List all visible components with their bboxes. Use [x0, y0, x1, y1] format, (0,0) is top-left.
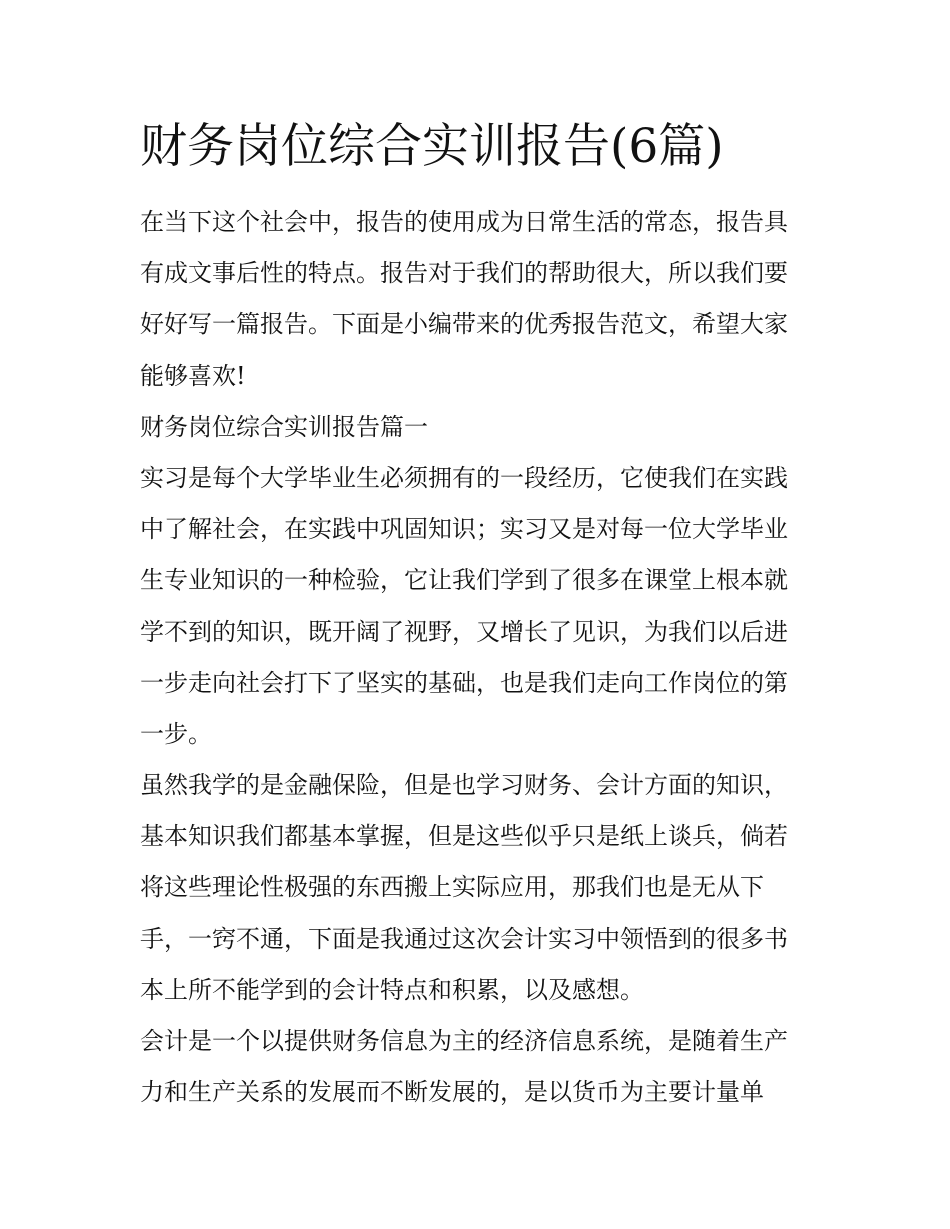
text-line: 手，一窍不通，下面是我通过这次会计实习中领悟到的很多书 — [140, 924, 788, 953]
text-line: 中了解社会，在实践中巩固知识；实习又是对每一位大学毕业 — [140, 515, 788, 544]
body-paragraph-1 — [140, 453, 830, 760]
text-line: 基本知识我们都基本掌握，但是这些似乎只是纸上谈兵，倘若 — [140, 822, 788, 851]
text-line: 生专业知识的一种检验，它让我们学到了很多在课堂上根本就 — [140, 566, 788, 595]
text-line: 在当下这个社会中，报告的使用成为日常生活的常态，报告具 — [140, 208, 788, 236]
document-body — [140, 197, 830, 1118]
text-line: 本上所不能学到的会计特点和积累，以及感想。 — [140, 975, 644, 1004]
body-paragraph-3 — [140, 1016, 830, 1118]
text-line: 一步。 — [140, 719, 212, 748]
document-title: 财务岗位综合实训报告(6篇) — [140, 119, 724, 174]
body-paragraph-2 — [140, 760, 830, 1016]
text-line: 好好写一篇报告。下面是小编带来的优秀报告范文，希望大家 — [140, 310, 788, 339]
text-line: 力和生产关系的发展而不断发展的，是以货币为主要计量单 — [140, 1078, 764, 1107]
text-line: 虽然我学的是金融保险，但是也学习财务、会计方面的知识， — [140, 771, 788, 800]
text-line: 学不到的知识，既开阔了视野，又增长了见识，为我们以后进 — [140, 617, 788, 646]
text-line: 会计是一个以提供财务信息为主的经济信息系统，是随着生产 — [140, 1027, 788, 1055]
text-line: 能够喜欢! — [140, 361, 246, 390]
text-line: 实习是每个大学毕业生必须拥有的一段经历，它使我们在实践 — [140, 463, 788, 492]
section-heading-text: 财务岗位综合实训报告篇一 — [140, 412, 428, 441]
text-line: 一步走向社会打下了坚实的基础，也是我们走向工作岗位的第 — [140, 668, 788, 697]
text-line: 有成文事后性的特点。报告对于我们的帮助很大，所以我们要 — [140, 259, 788, 288]
section-heading — [140, 402, 830, 453]
intro-paragraph — [140, 197, 830, 402]
text-line: 将这些理论性极强的东西搬上实际应用，那我们也是无从下 — [140, 873, 764, 902]
